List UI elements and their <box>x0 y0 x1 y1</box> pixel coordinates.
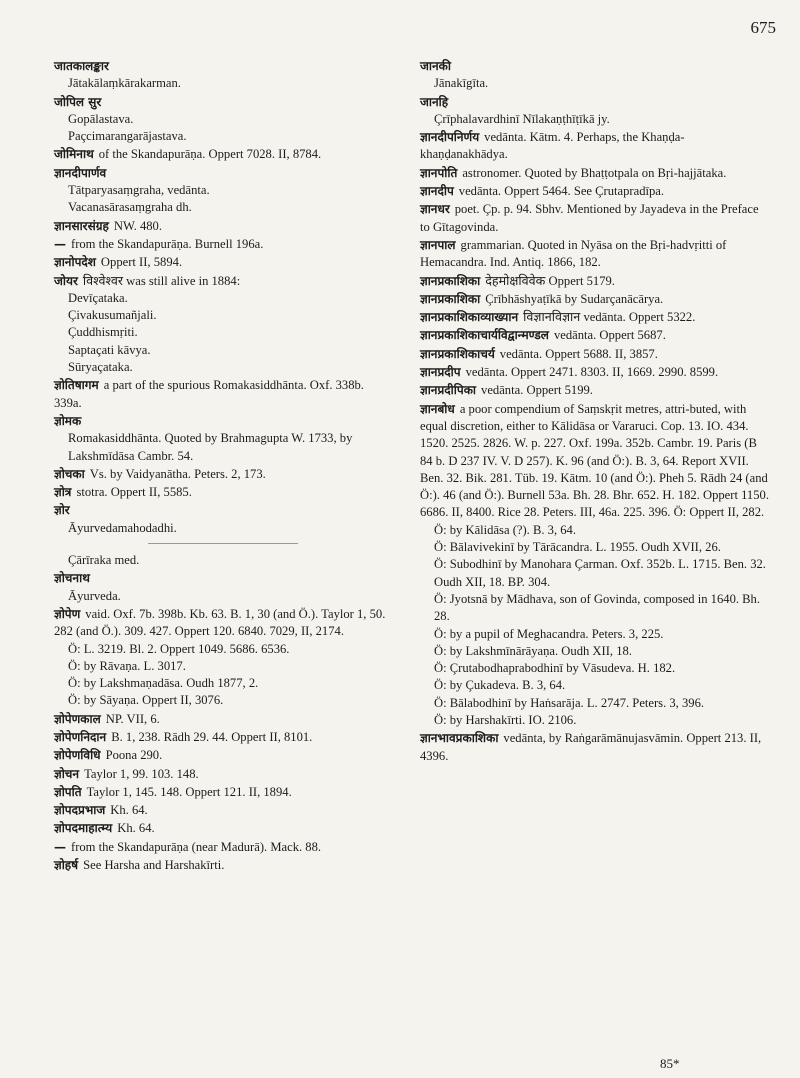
entry-body: Vs. by Vaidyanātha. Peters. 2, 173. <box>89 466 266 481</box>
dictionary-entry <box>54 839 392 856</box>
entry-body: vedānta. Oppert 5687. <box>553 328 666 343</box>
dictionary-entry <box>54 413 392 465</box>
entry-line <box>420 237 770 272</box>
entry-subline: Saptaçati kāvya. <box>68 342 151 357</box>
entry-headword: ज्ञानधर <box>420 202 450 217</box>
entry-headword: — <box>54 839 66 854</box>
entry-line <box>420 730 770 765</box>
entry-headword: ज्ञानोपदेश <box>54 255 96 270</box>
entry-body: विश्वेश्वर was still alive in 1884: <box>82 273 241 288</box>
dictionary-entry <box>54 94 392 146</box>
entry-headword: ज्ञानदीपनिर्णय <box>420 130 480 145</box>
entry-subline: Ö: by Harshakīrti. IO. 2106. <box>434 712 577 727</box>
entry-headword: ज्ञोहर्ष <box>54 858 79 873</box>
entry-line <box>420 165 770 182</box>
entry-subline: Āyurveda. <box>68 588 121 603</box>
entry-subline: Paçcimarangarājastava. <box>68 129 187 144</box>
entry-line <box>54 711 392 728</box>
entry-body: of the Skandapurāṇa. Oppert 7028. II, 8784. <box>98 147 322 162</box>
dictionary-entry <box>54 236 392 253</box>
entry-headword: जानकी <box>420 59 451 73</box>
entry-line <box>54 784 392 801</box>
entry-subline: Çārīraka med. <box>68 553 140 568</box>
entry-body: a part of the spurious Romakasiddhānta. Oxf. 338b. 339a. <box>54 378 364 410</box>
entry-subline: Vacanasārasaṃgraha dh. <box>68 200 192 215</box>
entry-line <box>420 327 770 344</box>
left-column <box>54 58 392 875</box>
entry-body: See Harsha and Harshakīrti. <box>83 858 225 873</box>
entry-body: Poona 290. <box>105 748 163 763</box>
dictionary-entry <box>420 401 770 730</box>
entry-headword: ज्ञानप्रदीपिका <box>420 383 477 398</box>
dictionary-entry <box>54 766 392 783</box>
entry-headword: — <box>54 236 66 251</box>
entry-headword: ज्ञानप्रकाशिका <box>420 273 481 288</box>
entry-subline: Devīçataka. <box>68 290 128 305</box>
dictionary-entry <box>420 237 770 272</box>
entry-body: विज्ञानविज्ञान vedānta. Oppert 5322. <box>523 310 696 325</box>
entry-subline: Ö: by Çukadeva. B. 3, 64. <box>434 678 566 693</box>
entry-line <box>54 94 392 111</box>
entry-headword: ज्ञोत्र <box>54 485 72 500</box>
entry-headword: ज्ञोपेणनिदान <box>54 729 107 744</box>
entry-headword: जोपिल सुर <box>54 94 102 109</box>
dictionary-entry <box>54 466 392 483</box>
entry-line <box>54 236 392 253</box>
entry-body: vedānta. Oppert 5688. II, 3857. <box>499 346 658 361</box>
entry-headword: ज्ञानभावप्रकाशिका <box>420 731 499 746</box>
entry-subline: Çrīphalavardhinī Nīlakaṇṭhīṭīkā jy. <box>434 111 610 126</box>
entry-body: B. 1, 238. Rādh 29. 44. Oppert II, 8101. <box>111 729 313 744</box>
entry-body: NW. 480. <box>113 218 163 233</box>
dictionary-entry <box>420 327 770 344</box>
dictionary-entry <box>54 711 392 728</box>
entry-body: Kh. 64. <box>117 821 155 836</box>
entry-subline: Gopālastava. <box>68 111 134 126</box>
entry-line <box>420 58 770 75</box>
entry-body: Çrībhāshyaṭīkā by Sudarçanācārya. <box>485 291 664 306</box>
dictionary-entry <box>54 802 392 819</box>
entry-line <box>54 729 392 746</box>
entry-line <box>420 291 770 308</box>
entry-headword: ज्ञोपति <box>54 784 82 799</box>
entry-line <box>420 201 770 236</box>
dictionary-entry <box>420 183 770 200</box>
entry-body: stotra. Oppert II, 5585. <box>76 485 192 500</box>
dictionary-entry <box>420 309 770 326</box>
dictionary-entry <box>54 273 392 377</box>
entry-line <box>420 346 770 363</box>
entry-headword: ज्ञोपदप्रभाज <box>54 803 106 818</box>
entry-headword: ज्ञोमक <box>54 413 82 428</box>
dictionary-entry <box>54 747 392 764</box>
entry-body: Taylor 1, 99. 103. 148. <box>84 766 199 781</box>
dictionary-entry <box>54 254 392 271</box>
dictionary-entry <box>54 729 392 746</box>
entry-headword: ज्ञोपदमाहात्म्य <box>54 821 113 836</box>
entry-subline: Çivakusumañjali. <box>68 308 157 323</box>
entry-headword: ज्ञोपेणविधि <box>54 748 101 763</box>
dictionary-entry <box>420 291 770 308</box>
entry-subline: Ö: by Kālidāsa (?). B. 3, 64. <box>434 522 576 537</box>
entry-body: vedānta. Oppert 5199. <box>481 383 593 398</box>
dictionary-entry <box>54 784 392 801</box>
dictionary-entry <box>420 346 770 363</box>
entry-line <box>54 766 392 783</box>
entry-subline: Ö: by Lakshmīnārāyaṇa. Oudh XII, 18. <box>434 643 632 658</box>
entry-headword: जोयर <box>54 273 78 288</box>
entry-line <box>54 484 392 501</box>
entry-headword: ज्ञानपोति <box>420 165 458 180</box>
entry-headword: ज्ञानबोध <box>420 401 455 416</box>
entry-headword: ज्ञानप्रदीप <box>420 365 461 380</box>
entry-subline: Ö: by Sāyaṇa. Oppert II, 3076. <box>68 693 224 708</box>
entry-subline: Ö: Subodhinī by Manohara Çarman. Oxf. 352b. L. 1715. Ben. 32. Oudh XII, 18. BP. 304. <box>434 557 770 589</box>
dictionary-entry <box>420 165 770 182</box>
page-number: 675 <box>750 18 776 37</box>
dictionary-entry <box>420 382 770 399</box>
entry-line <box>54 218 392 235</box>
entry-body: vedānta. Oppert 5464. See Çrutapradīpa. <box>458 184 665 199</box>
entry-body: Kh. 64. <box>110 803 148 818</box>
entry-subline: Jānakīgīta. <box>434 76 489 91</box>
entry-line <box>54 165 392 182</box>
dictionary-entry <box>54 606 392 710</box>
dictionary-entry <box>420 364 770 381</box>
entry-body: Taylor 1, 145. 148. Oppert 121. II, 1894. <box>86 784 292 799</box>
footer-mark: 85* <box>660 1056 680 1071</box>
dictionary-entry <box>54 218 392 235</box>
dictionary-entry <box>54 165 392 217</box>
entry-headword: ज्ञानप्रकाशिकाचर्य <box>420 346 495 361</box>
entry-line <box>54 857 392 874</box>
entry-subline: Jātakālaṃkārakarman. <box>68 76 181 91</box>
entry-body: vaid. Oxf. 7b. 398b. Kb. 63. B. 1, 30 (and Ö.). Taylor 1, 50. 282 (and Ö.). 309. 427. Oppert 120. 6840. 7029, II, 2174. <box>54 606 386 639</box>
entry-headword: ज्ञोचन <box>54 766 80 781</box>
entry-headword: जानहि <box>420 94 449 109</box>
entry-body: from the Skandapurāṇa. Burnell 196a. <box>71 236 264 251</box>
entry-subline: Ö: Bālabodhinī by Haṅsarāja. L. 2747. Peters. 3, 396. <box>434 695 705 710</box>
dictionary-entry <box>54 857 392 874</box>
entry-subline: Çuddhismṛiti. <box>68 325 138 340</box>
entry-line <box>54 146 392 163</box>
entry-line <box>54 802 392 819</box>
right-column <box>420 58 770 766</box>
dictionary-entry <box>54 502 392 569</box>
entry-line <box>420 382 770 399</box>
entry-headword: जातकालङ्कार <box>54 59 109 73</box>
entry-subline: Romakasiddhānta. Quoted by Brahmagupta W. 1733, by Lakshmīdāsa Cambr. 54. <box>68 431 356 463</box>
dictionary-entry <box>420 129 770 164</box>
dictionary-entry <box>420 94 770 129</box>
entry-headword: ज्ञोपेण <box>54 606 81 621</box>
entry-body: Oppert II, 5894. <box>100 255 183 270</box>
entry-headword: ज्ञोचनाथ <box>54 571 90 586</box>
dictionary-entry <box>54 484 392 501</box>
dictionary-entry <box>54 570 392 605</box>
entry-subline: Āyurvedamahodadhi. <box>68 520 177 535</box>
entry-body: NP. VII, 6. <box>105 711 160 726</box>
entry-headword: ज्ञानपाल <box>420 237 456 252</box>
entry-subline: Ö: by a pupil of Meghacandra. Peters. 3, 225. <box>434 626 664 641</box>
entry-subline: Ö: L. 3219. Bl. 2. Oppert 1049. 5686. 6536. <box>68 641 290 656</box>
entry-line <box>54 606 392 641</box>
entry-body: vedānta. Kātm. 4. Perhaps, the Khaṇḍa-khaṇḍanakhādya. <box>420 130 685 162</box>
entry-subline: Sūryaçataka. <box>68 360 133 375</box>
dictionary-entry <box>420 58 770 93</box>
dictionary-entry <box>420 730 770 765</box>
entry-line <box>420 273 770 290</box>
entry-headword: ज्ञोपेणकाल <box>54 711 101 726</box>
entry-line <box>54 413 392 430</box>
entry-body: a poor compendium of Saṃskṛit metres, attri-buted, with equal discretion, either to Kālidāsa or Vararuci. Cop. 13. IO. 434. 1520. 2525. 2826. W. p. 227. Oxf. 199a. 352b. Cambr. 19. Paris (B 84 b. D 237 IV. V. D 257). K. 96 (and Ö:). B. 3, 64. Report XVII. Ben. 32. Bik. 281. Tüb. 19. Kātm. 10 (and Ö:). Pheh 5. Rādh 24 (and Ö:). 46 (and Ö:). Burnell 53a. Bh. 28. Bhr. 652. H. 182. Oppert 1150. 6686. II, 8400. Rice 28. Peters. III, 46a. 225. 396. Ö: Oppert II, 282. <box>420 401 769 520</box>
entry-headword: ज्ञानप्रकाशिका <box>420 291 481 306</box>
entry-line <box>54 377 392 412</box>
entry-body: देहमोक्षविवेक Oppert 5179. <box>485 273 615 288</box>
entry-headword: जोमिनाथ <box>54 147 94 162</box>
entry-line <box>54 839 392 856</box>
entry-body: astronomer. Quoted by Bhaṭṭotpala on Bṛi-hajjātaka. <box>462 165 727 180</box>
separator-line <box>148 543 298 544</box>
entry-line <box>420 129 770 164</box>
entry-headword: ज्ञोचका <box>54 466 85 481</box>
entry-subline: Ö: by Rāvaṇa. L. 3017. <box>68 658 186 673</box>
entry-headword: ज्ञोर <box>54 503 70 518</box>
entry-headword: ज्ञानदीप <box>420 184 454 199</box>
entry-headword: ज्ञोतिषागम <box>54 378 99 393</box>
entry-line <box>54 747 392 764</box>
entry-line <box>54 273 392 290</box>
entry-body: poet. Çp. p. 94. Sbhv. Mentioned by Jayadeva in the Preface to Gītagovinda. <box>420 202 759 234</box>
entry-line <box>420 309 770 326</box>
entry-headword: ज्ञानप्रकाशिकाव्याख्यान <box>420 310 519 325</box>
entry-line <box>54 254 392 271</box>
entry-line <box>420 364 770 381</box>
dictionary-entry <box>54 820 392 837</box>
entry-headword: ज्ञानसारसंग्रह <box>54 218 109 233</box>
dictionary-entry <box>54 58 392 93</box>
entry-line <box>420 183 770 200</box>
entry-line <box>54 570 392 587</box>
entry-line <box>54 466 392 483</box>
entry-body: vedānta. Oppert 2471. 8303. II, 1669. 2990. 8599. <box>465 365 719 380</box>
entry-line <box>54 58 392 75</box>
entry-subline: Tātparyasaṃgraha, vedānta. <box>68 183 210 198</box>
dictionary-entry <box>420 273 770 290</box>
entry-subline: Ö: Bālavivekinī by Tārācandra. L. 1955. Oudh XVII, 26. <box>434 540 721 555</box>
entry-line <box>420 94 770 111</box>
entry-line <box>54 502 392 519</box>
entry-subline: Ö: Jyotsnā by Mādhava, son of Govinda, composed in 1640. Bh. 28. <box>434 591 764 624</box>
dictionary-entry <box>54 377 392 412</box>
entry-headword: ज्ञानप्रकाशिकाचार्यविद्वान्मण्डल <box>420 328 549 343</box>
dictionary-entry <box>54 146 392 163</box>
entry-line <box>54 820 392 837</box>
entry-subline: Ö: Çrutabodhaprabodhinī by Vāsudeva. H. 182. <box>434 661 676 676</box>
entry-subline: Ö: by Lakshmaṇadāsa. Oudh 1877, 2. <box>68 676 259 691</box>
entry-body: grammarian. Quoted in Nyāsa on the Bṛi-hadvṛitti of Hemacandra. Ind. Antiq. 1866, 182. <box>420 237 727 270</box>
entry-headword: ज्ञानदीपार्णव <box>54 165 107 180</box>
dictionary-entry <box>420 201 770 236</box>
entry-line <box>420 401 770 522</box>
entry-body: from the Skandapurāṇa (near Madurā). Mack. 88. <box>71 839 322 854</box>
entry-body: vedānta, by Raṅgarāmānujasvāmin. Oppert 213. II, 4396. <box>420 731 762 763</box>
